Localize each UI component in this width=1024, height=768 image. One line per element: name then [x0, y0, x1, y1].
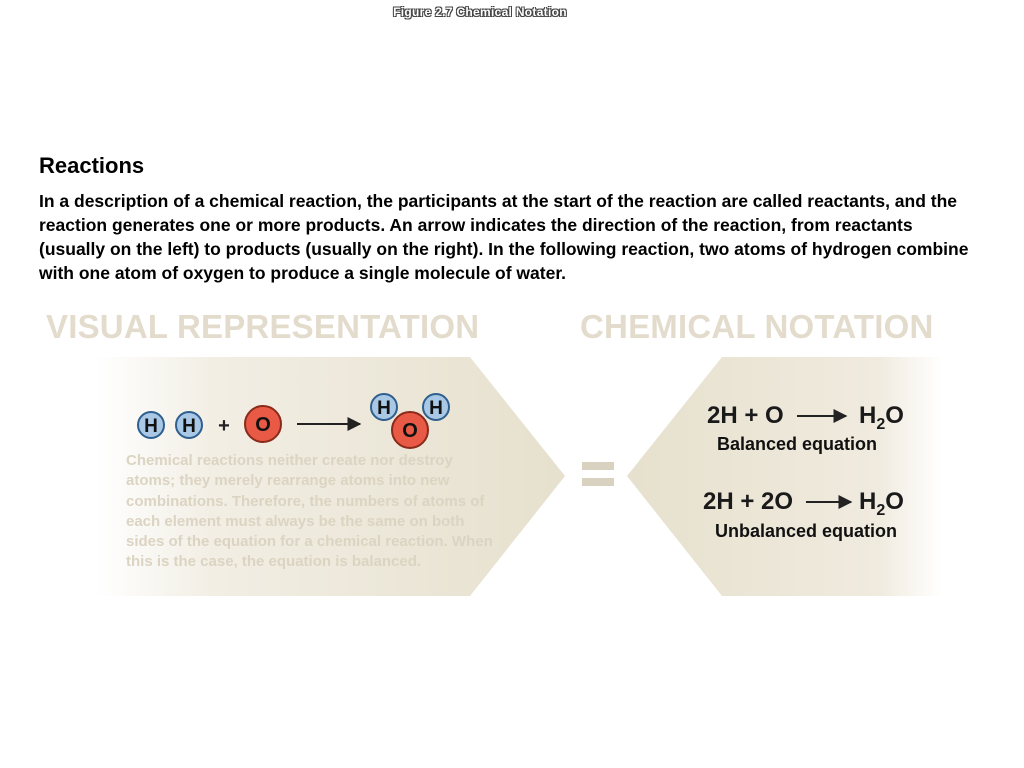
product-symbol: H: [859, 488, 877, 515]
equals-sign: [582, 462, 614, 486]
balanced-equation-product: [859, 402, 904, 434]
section-body: In a description of a chemical reaction, the participants at the start of the reaction are called reactants, and the reaction generates one or more products. An arrow indicates the direction of the reaction, from reactants (usually on the left) to products (usually on the right). In the following reaction, two atoms of hydrogen combine with one atom of oxygen to produce a single molecule of water.: [39, 191, 969, 283]
svg-text:O: O: [402, 420, 418, 442]
figure-title: Figure 2.7 Chemical Notation: [393, 5, 567, 19]
section-heading: Reactions: [39, 153, 145, 178]
unbalanced-equation-lhs: 2H + 2O: [703, 488, 794, 515]
product-subscript: 2: [876, 415, 886, 433]
svg-text:H: H: [429, 398, 443, 419]
svg-text:O: O: [255, 414, 271, 436]
balance-note: Chemical reactions neither create nor destroy atoms; they merely rearrange atoms into new combinations. Therefore, the numbers of atoms of each element must always be the same on both sides of the equation for a chemical reaction. When this is the case, the equation is balanced.: [126, 452, 493, 571]
visual-representation-title: VISUAL REPRESENTATION: [46, 308, 480, 345]
svg-text:H: H: [377, 398, 391, 419]
balanced-equation-label: Balanced equation: [717, 434, 878, 454]
svg-text:H: H: [144, 416, 158, 437]
oxygen-atom: [245, 406, 281, 442]
unbalanced-equation-label: Unbalanced equation: [715, 521, 898, 541]
balanced-equation-lhs: 2H + O: [707, 402, 784, 429]
product-symbol-end: O: [885, 488, 904, 515]
hydrogen-atom-2: [176, 412, 202, 438]
plus-sign: +: [218, 415, 230, 437]
product-subscript: 2: [876, 501, 886, 519]
chemical-notation-title: CHEMICAL NOTATION: [580, 308, 934, 345]
product-symbol: H: [859, 402, 877, 429]
unbalanced-equation-product: [859, 488, 904, 520]
svg-text:H: H: [182, 416, 196, 437]
notation-panel: [627, 357, 942, 596]
product-symbol-end: O: [885, 402, 904, 429]
hydrogen-atom-1: [138, 412, 164, 438]
